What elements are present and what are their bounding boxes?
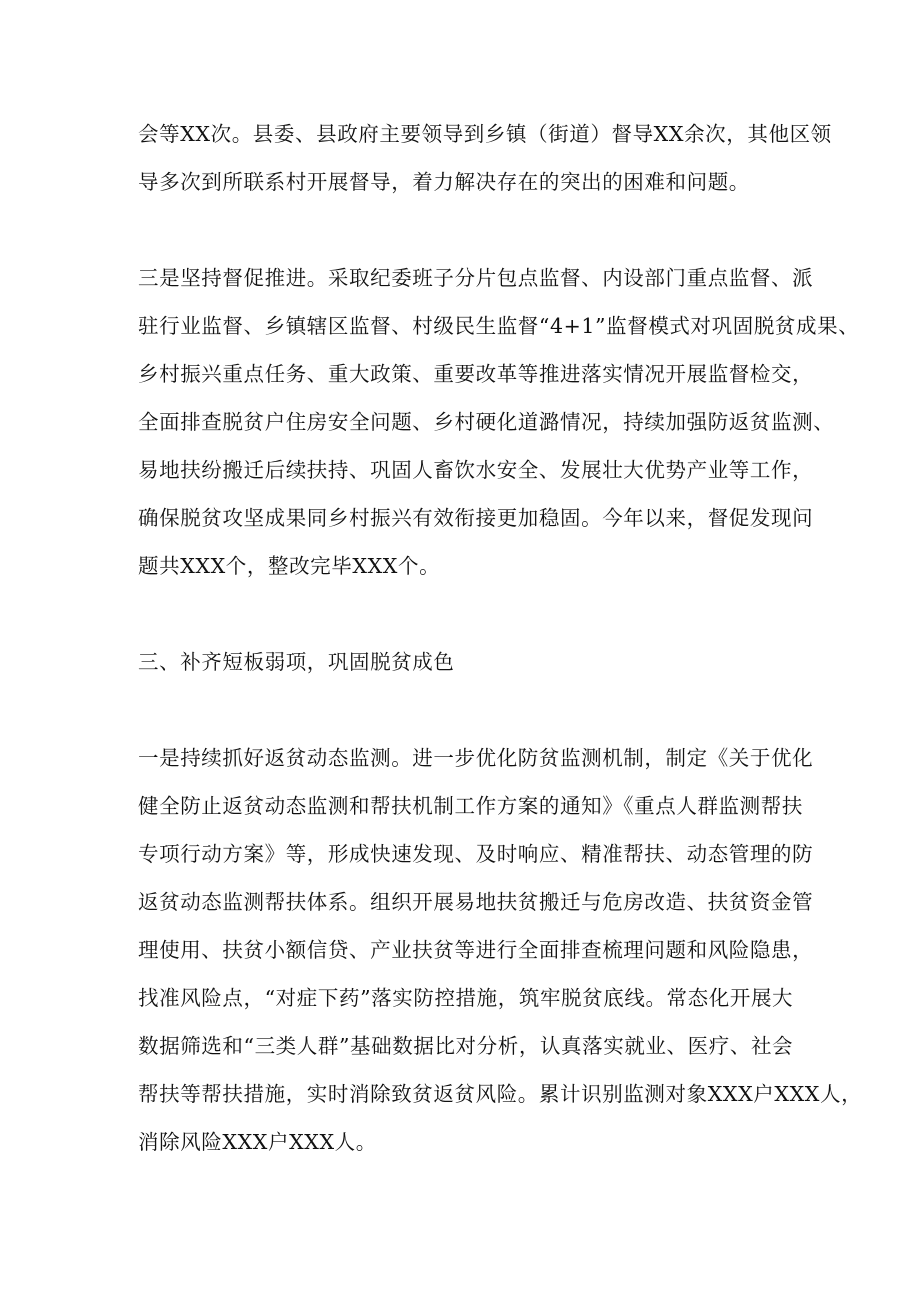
text-line: 专项行动方案》等，形成快速发现、及时响应、精准帮扶、动态管理的防 — [138, 842, 814, 866]
text-line: 一是持续抓好返贫动态监测。进一步优化防贫监测机制，制定《关于优化 — [138, 746, 814, 770]
text-line: 会等XX次。县委、县政府主要领导到乡镇（街道）督导XX余次，其他区领 — [138, 122, 832, 146]
section-heading: 三、补齐短板弱项，巩固脱贫成色 — [138, 650, 455, 674]
text-line: 乡村振兴重点任务、重大政策、重要改革等推进落实情况开展监督检交， — [138, 362, 814, 386]
text-line: 确保脱贫攻坚成果同乡村振兴有效衔接更加稳固。今年以来，督促发现问 — [138, 506, 814, 530]
text-line: 全面排查脱贫户住房安全问题、乡村硬化道潞情况，持续加强防返贫监测、 — [138, 410, 835, 434]
text-line: 返贫动态监测帮扶体系。组织开展易地扶贫搬迁与危房改造、扶贫资金管 — [138, 890, 814, 914]
text-line: 帮扶等帮扶措施，实时消除致贫返贫风险。累计识别监测对象XXX户XXX人， — [138, 1082, 863, 1106]
text-line: 易地扶纷搬迁后续扶持、巩固人畜饮水安全、发展壮大优势产业等工作， — [138, 458, 814, 482]
text-line: 健全防止返贫动态监测和帮扶机制工作方案的通知》《重点人群监测帮扶 — [138, 794, 803, 818]
text-line: 数据筛选和“三类人群”基础数据比对分析，认真落实就业、医疗、社会 — [138, 1034, 794, 1058]
text-line: 驻行业监督、乡镇辖区监督、村级民生监督“4+1”监督模式对巩固脱贫成果、 — [138, 314, 860, 338]
text-line: 理使用、扶贫小额信贷、产业扶贫等进行全面排查梳理问题和风险隐患， — [138, 938, 814, 962]
text-line: 三是坚持督促推进。采取纪委班子分片包点监督、内设部门重点监督、派 — [138, 266, 814, 290]
text-line: 消除风险XXX户XXX人。 — [138, 1130, 377, 1154]
text-line: 导多次到所联系村开展督导，着力解决存在的突出的困难和问题。 — [138, 170, 750, 194]
text-line: 题共XXX个，整改完毕XXX个。 — [138, 554, 441, 578]
text-line: 找准风险点，“对症下药”落实防控措施，筑牢脱贫底线。常态化开展大 — [138, 986, 794, 1010]
